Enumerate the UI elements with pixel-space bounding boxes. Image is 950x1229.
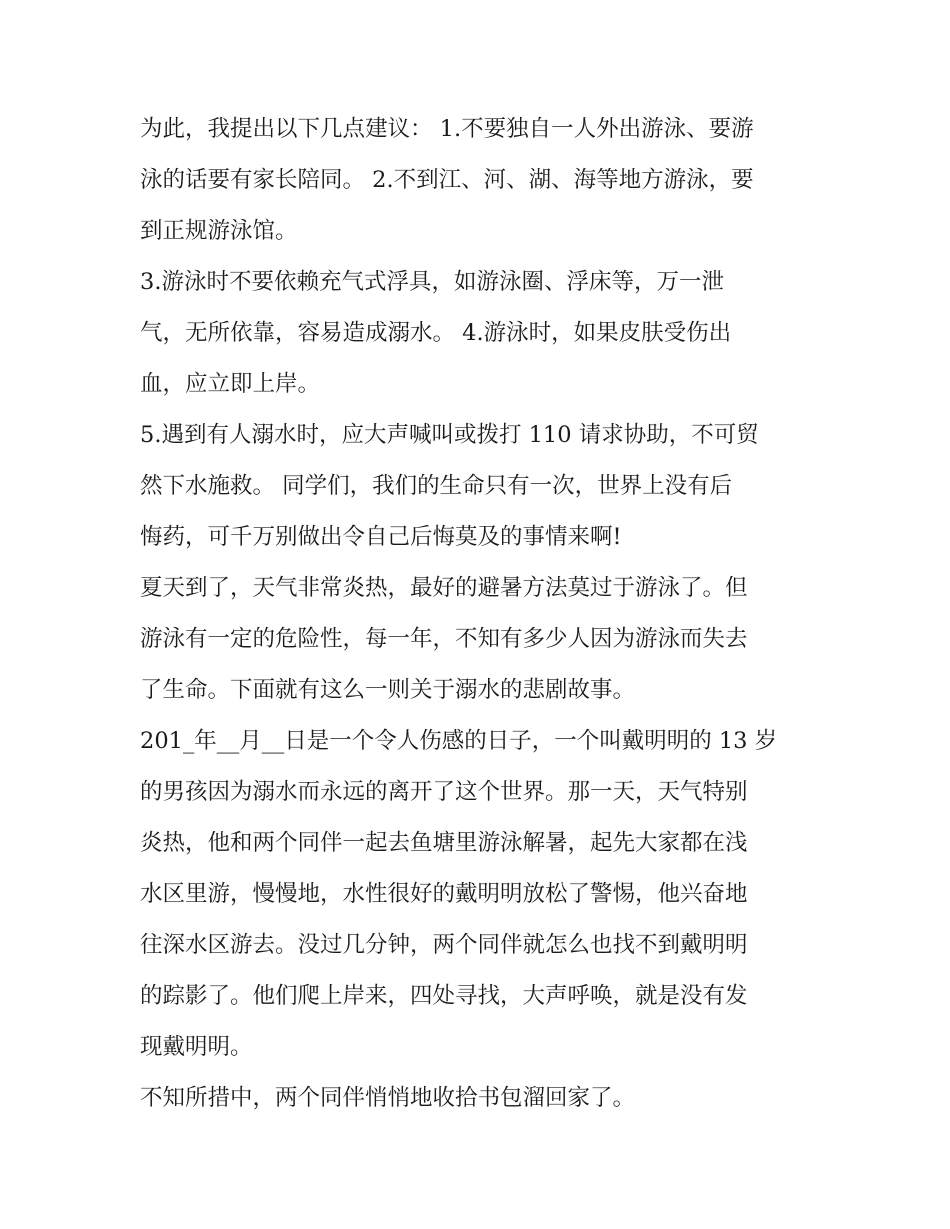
text-line: 泳的话要有家长陪同。 2.不到江、河、湖、海等地方游泳，要 xyxy=(140,167,754,193)
text-line: 水区里游，慢慢地，水性很好的戴明明放松了警惕，他兴奋地 xyxy=(140,881,748,907)
text-line: 不知所措中，两个同伴悄悄地收拾书包溜回家了。 xyxy=(140,1085,636,1111)
text-line: 夏天到了，天气非常炎热，最好的避暑方法莫过于游泳了。但 xyxy=(140,575,748,601)
text-line: 的踪影了。他们爬上岸来，四处寻找，大声呼唤，就是没有发 xyxy=(140,983,748,1009)
text-line: 为此，我提出以下几点建议： 1.不要独自一人外出游泳、要游 xyxy=(140,116,754,142)
text-line: 5.遇到有人溺水时，应大声喊叫或拨打 110 请求协助，不可贸 xyxy=(140,422,759,448)
text-line: 现戴明明。 xyxy=(140,1034,253,1060)
paragraph-ending xyxy=(140,1073,830,1124)
paragraph-safety-tips-2 xyxy=(140,257,830,410)
document-body xyxy=(140,104,830,1124)
text-line: 游泳有一定的危险性，每一年，不知有多少人因为游泳而失去 xyxy=(140,626,748,652)
text-line: 炎热，他和两个同伴一起去鱼塘里游泳解暑，起先大家都在浅 xyxy=(140,830,748,856)
text-line: 201_年__月__日是一个令人伤感的日子，一个叫戴明明的 13 岁 xyxy=(140,728,778,754)
paragraph-summer-intro xyxy=(140,563,830,716)
text-line: 悔药，可千万别做出令自己后悔莫及的事情来啊! xyxy=(140,524,622,550)
text-line: 然下水施救。 同学们，我们的生命只有一次，世界上没有后 xyxy=(140,473,733,499)
paragraph-safety-tips-1 xyxy=(140,104,830,257)
text-line: 3.游泳时不要依赖充气式浮具，如游泳圈、浮床等，万一泄 xyxy=(140,269,724,295)
paragraph-story xyxy=(140,716,830,1073)
text-line: 往深水区游去。没过几分钟，两个同伴就怎么也找不到戴明明 xyxy=(140,932,748,958)
text-line: 的男孩因为溺水而永远的离开了这个世界。那一天，天气特别 xyxy=(140,779,748,805)
text-line: 血，应立即上岸。 xyxy=(140,371,321,397)
paragraph-safety-tips-3 xyxy=(140,410,830,563)
text-line: 气，无所依靠，容易造成溺水。 4.游泳时，如果皮肤受伤出 xyxy=(140,320,732,346)
text-line: 了生命。下面就有这么一则关于溺水的悲剧故事。 xyxy=(140,677,636,703)
text-line: 到正规游泳馆。 xyxy=(140,218,298,244)
